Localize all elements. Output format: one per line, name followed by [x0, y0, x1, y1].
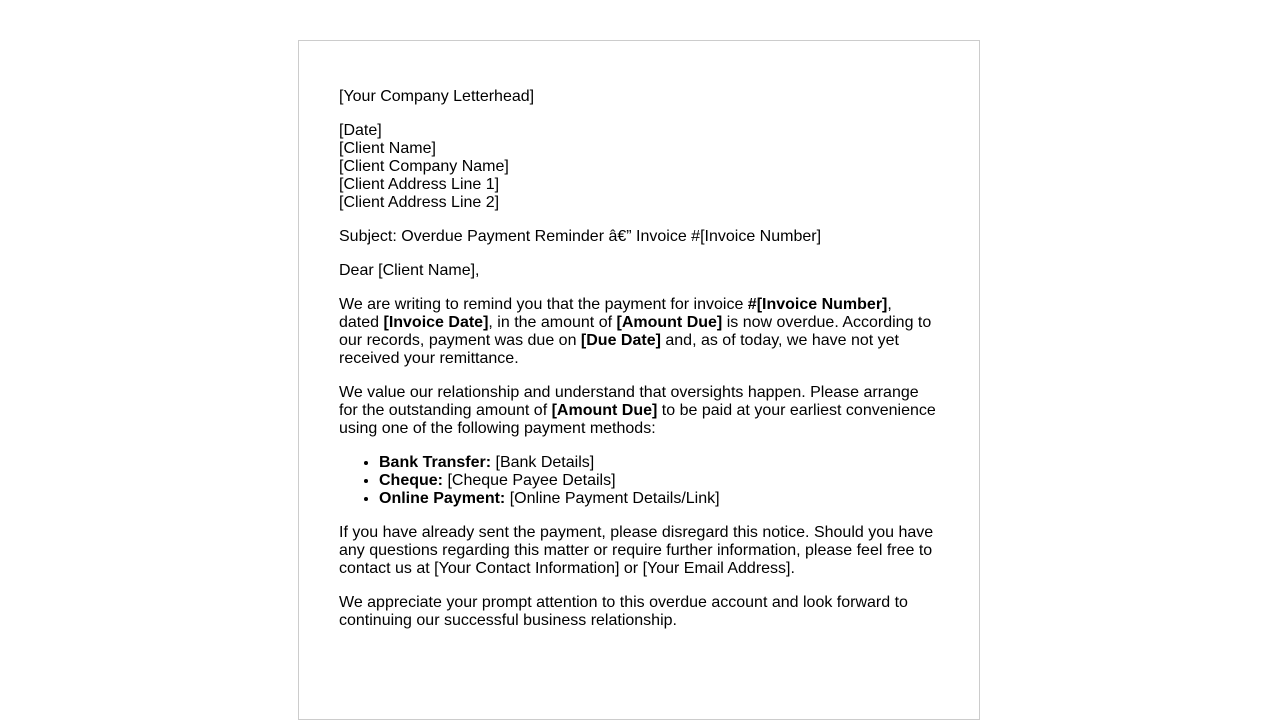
salutation: Dear [Client Name],	[339, 262, 480, 279]
due-date-placeholder: [Due Date]	[580, 332, 661, 349]
client-company-placeholder: [Client Company Name]	[339, 158, 509, 175]
method-label: Cheque:	[379, 472, 443, 489]
method-value: [Bank Details]	[491, 454, 595, 471]
amount-due-placeholder: [Amount Due]	[616, 314, 723, 331]
method-label: Online Payment:	[379, 490, 506, 507]
amount-due-placeholder: [Amount Due]	[551, 402, 658, 419]
body-run: , dated	[339, 296, 892, 331]
client-address-line-1: [Client Address Line 1]	[339, 176, 500, 193]
body-run: , in the amount of	[488, 314, 617, 331]
body-run: and, as of today, we have not yet received your remittance.	[339, 332, 899, 367]
invoice-number-placeholder: #[Invoice Number]	[747, 296, 888, 313]
method-value: [Cheque Payee Details]	[443, 472, 616, 489]
letterhead	[339, 88, 936, 106]
list-item-cheque	[379, 472, 936, 490]
paragraph-closing: We appreciate your prompt attention to this overdue account and look forward to continuing our successful business relationship.	[339, 594, 908, 629]
client-name-placeholder: [Client Name]	[339, 140, 436, 157]
list-item-bank-transfer	[379, 454, 936, 472]
body-run: We value our relationship and understand that oversights happen. Please arrange for the outstanding amount of	[339, 384, 919, 419]
date-placeholder: [Date]	[339, 122, 382, 139]
letterhead-text: [Your Company Letterhead]	[339, 88, 535, 105]
paragraph-overdue-notice	[339, 296, 936, 368]
payment-methods-list	[339, 454, 936, 508]
recipient-block	[339, 122, 936, 212]
method-label: Bank Transfer:	[379, 454, 492, 471]
subject-line: Subject: Overdue Payment Reminder â€” Invoice #[Invoice Number]	[339, 228, 822, 245]
body-run: to be paid at your earliest convenience using one of the following payment methods:	[339, 402, 936, 437]
invoice-date-placeholder: [Invoice Date]	[383, 314, 489, 331]
body-run: We are writing to remind you that the payment for invoice	[339, 296, 748, 313]
client-address-line-2: [Client Address Line 2]	[339, 194, 500, 211]
paragraph-payment-request	[339, 384, 936, 438]
method-value: [Online Payment Details/Link]	[505, 490, 720, 507]
list-item-online-payment	[379, 490, 936, 508]
body-run: is now overdue. According to our records, payment was due on	[339, 314, 932, 349]
paragraph-disregard-notice: If you have already sent the payment, please disregard this notice. Should you have any questions regarding this matter or require further information, please feel free to contact us at [Your Contact Information] or [Your Email Address].	[339, 524, 934, 577]
document-page	[298, 40, 980, 720]
